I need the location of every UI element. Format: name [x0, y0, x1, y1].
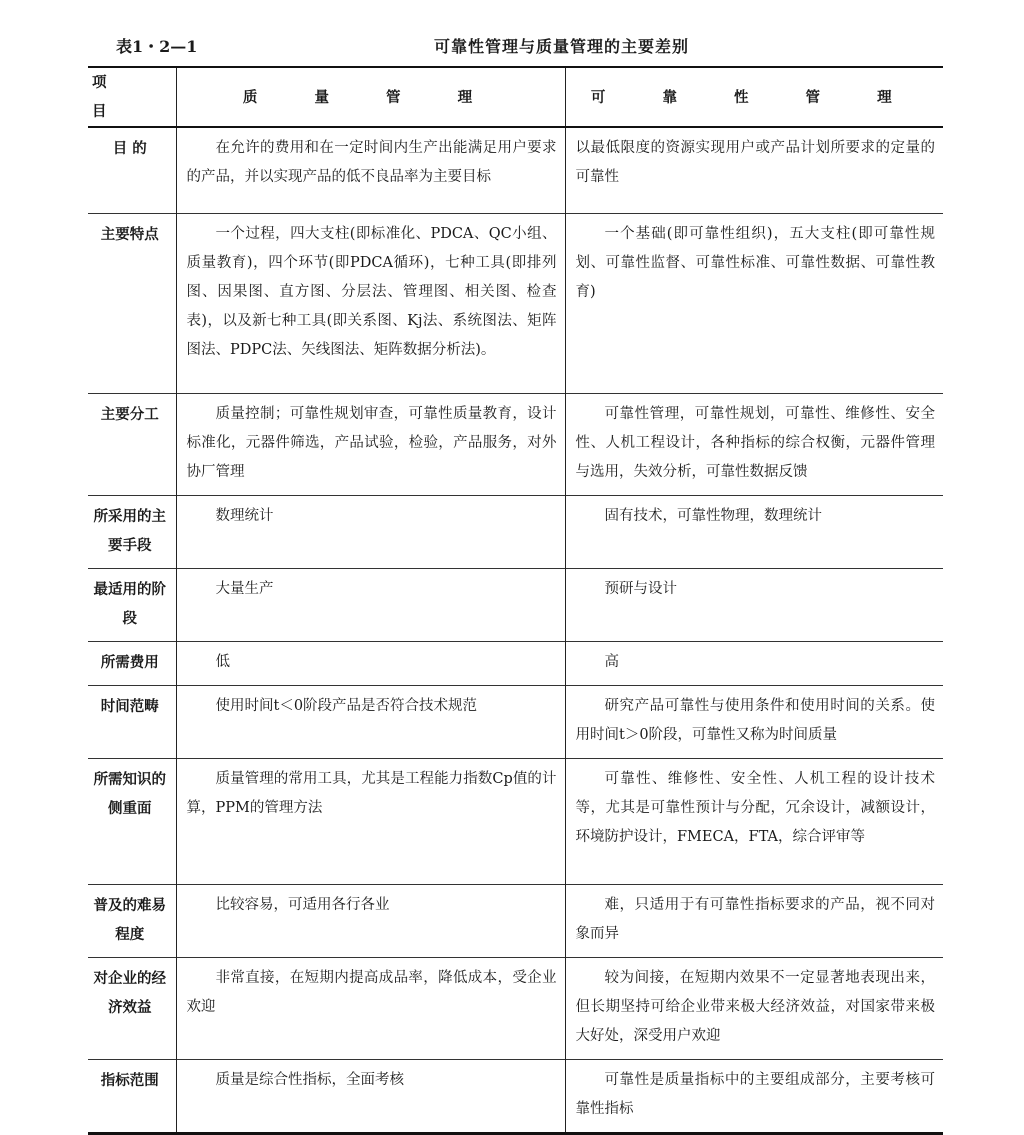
quality-cell: 数理统计: [176, 495, 565, 568]
row-label: 主要特点: [100, 225, 159, 243]
reliability-cell: 一个基础(即可靠性组织)，五大支柱(即可靠性规划、可靠性监督、可靠性标准、可靠性数据、可靠性教育): [575, 225, 935, 300]
row-label: 对企业的经济效益: [93, 969, 166, 1016]
table-row-division: [88, 393, 943, 495]
table-row-stage: [88, 568, 943, 641]
table-row-time-scope: [88, 685, 943, 758]
header-reliability: 可 靠 性 管 理: [590, 88, 918, 106]
quality-cell: 低: [176, 641, 565, 685]
reliability-cell: 预研与设计: [604, 580, 677, 597]
header-quality: 质 量 管 理: [176, 67, 565, 127]
quality-cell: 大量生产: [176, 568, 565, 641]
reliability-cell: 固有技术，可靠性物理，数理统计: [604, 507, 822, 524]
row-label: 所需费用: [100, 653, 159, 671]
reliability-cell: 可靠性是质量指标中的主要组成部分，主要考核可靠性指标: [575, 1071, 935, 1117]
reliability-cell: 难，只适用于有可靠性指标要求的产品，视不同对象而异: [575, 896, 935, 942]
quality-cell: 比较容易，可适用各行各业: [176, 884, 565, 957]
table-row-indicator-scope: [88, 1059, 943, 1133]
table-header-row: [88, 67, 943, 127]
quality-cell: 非常直接，在短期内提高成品率，降低成本，受企业欢迎: [176, 957, 565, 1059]
quality-cell: 质量控制；可靠性规划审查，可靠性质量教育，设计标准化，元器件筛选，产品试验，检验，产品服务，对外协厂管理: [176, 393, 565, 495]
row-label: 目 的: [112, 140, 147, 157]
row-label: 时间范畴: [100, 697, 159, 715]
table-row-means: [88, 495, 943, 568]
reliability-cell: 可靠性管理，可靠性规划，可靠性、维修性、安全性、人机工程设计，各种指标的综合权衡，元器件管理与选用，失效分析，可靠性数据反馈: [575, 405, 935, 480]
table-row-benefit: [88, 957, 943, 1059]
reliability-cell: 可靠性、维修性、安全性、人机工程的设计技术等，尤其是可靠性预计与分配，冗余设计，减额设计，环境防护设计，FMECA，FTA，综合评审等: [575, 770, 935, 845]
table-row-knowledge: [88, 758, 943, 884]
row-label: 普及的难易程度: [93, 896, 166, 943]
row-label: 主要分工: [100, 405, 159, 423]
reliability-cell: 以最低限度的资源实现用户或产品计划所要求的定量的可靠性: [575, 140, 935, 185]
reliability-cell: 研究产品可靠性与使用条件和使用时间的关系。使用时间t＞0阶段，可靠性又称为时间质量: [575, 697, 935, 743]
row-label: 最适用的阶段: [93, 580, 166, 627]
reliability-cell: 较为间接，在短期内效果不一定显著地表现出来，但长期坚持可给企业带来极大经济效益，对国家带来极大好处，深受用户欢迎: [575, 969, 935, 1044]
table-row-cost: [88, 641, 943, 685]
table-row-purpose: [88, 127, 943, 213]
quality-cell: 质量管理的常用工具，尤其是工程能力指数Cp值的计算，PPM的管理方法: [176, 758, 565, 884]
table-caption: [116, 34, 964, 60]
table-title: 可靠性管理与质量管理的主要差别: [434, 37, 690, 56]
table-row-difficulty: [88, 884, 943, 957]
comparison-table: [88, 66, 943, 1135]
quality-cell: 使用时间t＜0阶段产品是否符合技术规范: [176, 685, 565, 758]
row-label: 所采用的主要手段: [93, 507, 166, 554]
table-number: 表1・2—1: [116, 37, 198, 56]
row-label: 所需知识的侧重面: [93, 770, 166, 817]
quality-cell: 在允许的费用和在一定时间内生产出能满足用户要求的产品，并以实现产品的低不良品率为主要目标: [176, 127, 565, 213]
header-item: 项 目: [92, 74, 125, 120]
table-row-features: [88, 213, 943, 393]
reliability-cell: 高: [604, 653, 619, 670]
quality-cell: 质量是综合性指标，全面考核: [176, 1059, 565, 1133]
quality-cell: 一个过程，四大支柱(即标准化、PDCA、QC小组、质量教育)，四个环节(即PDCA循环)，七种工具(即排列图、因果图、直方图、分层法、管理图、相关图、检查表)，以及新七种工具(即关系图、Kj法、系统图法、矩阵图法、PDPC法、矢线图法、矩阵数据分析法)。: [176, 213, 565, 393]
row-label: 指标范围: [100, 1071, 159, 1089]
